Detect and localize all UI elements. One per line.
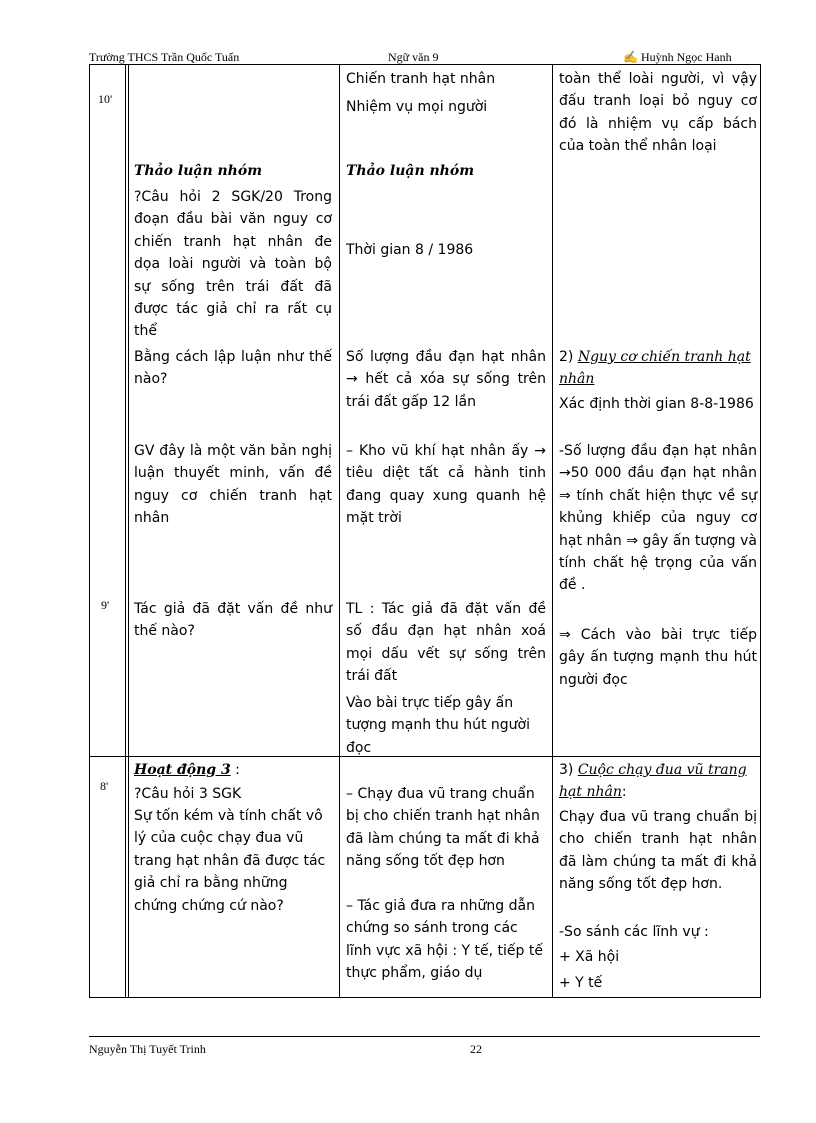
table-right-border bbox=[760, 64, 761, 998]
col3-text: Vào bài trực tiếp gây ấn tượng mạnh thu hút người đọc bbox=[346, 695, 531, 756]
col3-text: – Kho vũ khí hạt nhân ấy → tiêu diệt tất cả hành tinh đang quay xung quanh hệ mặt trời bbox=[346, 443, 546, 527]
teacher-note: GV đây là một văn bản nghị luận thuyết minh, vấn đề nguy cơ chiến tranh hạt nhân bbox=[134, 443, 332, 527]
column-divider bbox=[552, 64, 553, 998]
activity-colon: : bbox=[230, 762, 240, 778]
col4-text: Chạy đua vũ trang chuẩn bị cho chiến tranh hạt nhân đã làm chúng ta mất đi khả năng sống tốt đẹp hơn. bbox=[559, 809, 757, 893]
col3-text: – Tác giả đưa ra những dẫn chứng so sánh trong các lĩnh vực xã hội : Y tế, tiếp tế thực phẩm, giáo dụ bbox=[346, 898, 543, 982]
col3-text: Thời gian 8 / 1986 bbox=[346, 242, 474, 258]
time-cell: 10' bbox=[98, 92, 113, 106]
question-text: Bằng cách lập luận như thế nào? bbox=[134, 349, 332, 388]
col4-text: -So sánh các lĩnh vự : bbox=[559, 924, 709, 940]
section-title: Nguy cơ chiến tranh hạt nhân bbox=[559, 349, 751, 388]
col4-text: toàn thể loài người, vì vậy đấu tranh loại bỏ nguy cơ đó là nhiệm vụ cấp bách của toàn thể nhân loại bbox=[559, 71, 757, 155]
footer-rule bbox=[89, 1036, 760, 1037]
header-subject: Ngữ văn 9 bbox=[388, 50, 439, 64]
list-item: + Xã hội bbox=[559, 949, 620, 965]
group-discussion-heading: Thảo luận nhóm bbox=[134, 163, 263, 179]
col3-line: Nhiệm vụ mọi người bbox=[346, 99, 488, 115]
question-label: ?Câu hỏi 3 SGK bbox=[134, 786, 242, 802]
col4-text: Xác định thời gian 8-8-1986 bbox=[559, 396, 754, 412]
question-text: ?Câu hỏi 2 SGK/20 Trong đoạn đầu bài văn nguy cơ chiến tranh hạt nhân đe dọa loài người và toàn bộ sự sống trên trái đất đã được tác giả chỉ ra rất cụ thể bbox=[134, 189, 332, 340]
col3-line: Chiến tranh hạt nhân bbox=[346, 71, 496, 87]
section-number: 3) bbox=[559, 762, 578, 778]
table-bottom-border bbox=[89, 997, 760, 998]
col3-text: TL : Tác giả đã đặt vấn đề số đầu đạn hạt nhân xoá mọi dấu vết sự sống trên trái đất bbox=[346, 601, 546, 685]
list-item: + Y tế bbox=[559, 975, 603, 991]
header-school: Trường THCS Trần Quốc Tuấn bbox=[89, 50, 240, 64]
time-cell: 9' bbox=[101, 598, 110, 612]
column-divider bbox=[128, 64, 129, 998]
section-number: 2) bbox=[559, 349, 578, 365]
col4-text: -Số lượng đầu đạn hạt nhân →50 000 đầu đạn hạt nhân ⇒ tính chất hiện thực về sự khủng khiếp của nguy cơ hạt nhân ⇒ gây ấn tượng và tính chất hệ trọng của vấn đề . bbox=[559, 443, 757, 594]
footer-name: Nguyễn Thị Tuyết Trinh bbox=[89, 1042, 206, 1056]
section-3-heading bbox=[559, 759, 759, 804]
col3-text: – Chạy đua vũ trang chuẩn bị cho chiến tranh hạt nhân đã làm chúng ta mất đi khả năng sống tốt đẹp hơn bbox=[346, 786, 540, 870]
time-cell: 8' bbox=[100, 779, 109, 793]
page-number: 22 bbox=[470, 1042, 482, 1056]
column-divider bbox=[339, 64, 340, 998]
col4-text: ⇒ Cách vào bài trực tiếp gây ấn tượng mạnh thu hút người đọc bbox=[559, 627, 757, 688]
section-2-heading bbox=[559, 346, 759, 391]
table-top-border bbox=[89, 64, 760, 65]
section-colon: : bbox=[621, 784, 627, 801]
section-title: Cuộc chạy đua vũ trang hạt nhân bbox=[559, 762, 747, 801]
col3-text: Số lượng đầu đạn hạt nhân → hết cả xóa sự sống trên trái đất gấp 12 lần bbox=[346, 349, 546, 410]
header-author: ✍ Huỳnh Ngọc Hanh bbox=[623, 50, 732, 64]
column-divider bbox=[125, 64, 126, 998]
table-left-border bbox=[89, 64, 90, 998]
question-text: Tác giả đã đặt vấn đề như thế nào? bbox=[134, 601, 332, 640]
group-discussion-heading: Thảo luận nhóm bbox=[346, 163, 475, 179]
activity-heading bbox=[134, 759, 334, 781]
activity-title: Hoạt động 3 bbox=[134, 762, 231, 778]
question-text: Sự tốn kém và tính chất vô lý của cuộc chạy đua vũ trang hạt nhân đã được tác giả chỉ ra bằng những chứng chứng cứ nào? bbox=[134, 808, 326, 914]
